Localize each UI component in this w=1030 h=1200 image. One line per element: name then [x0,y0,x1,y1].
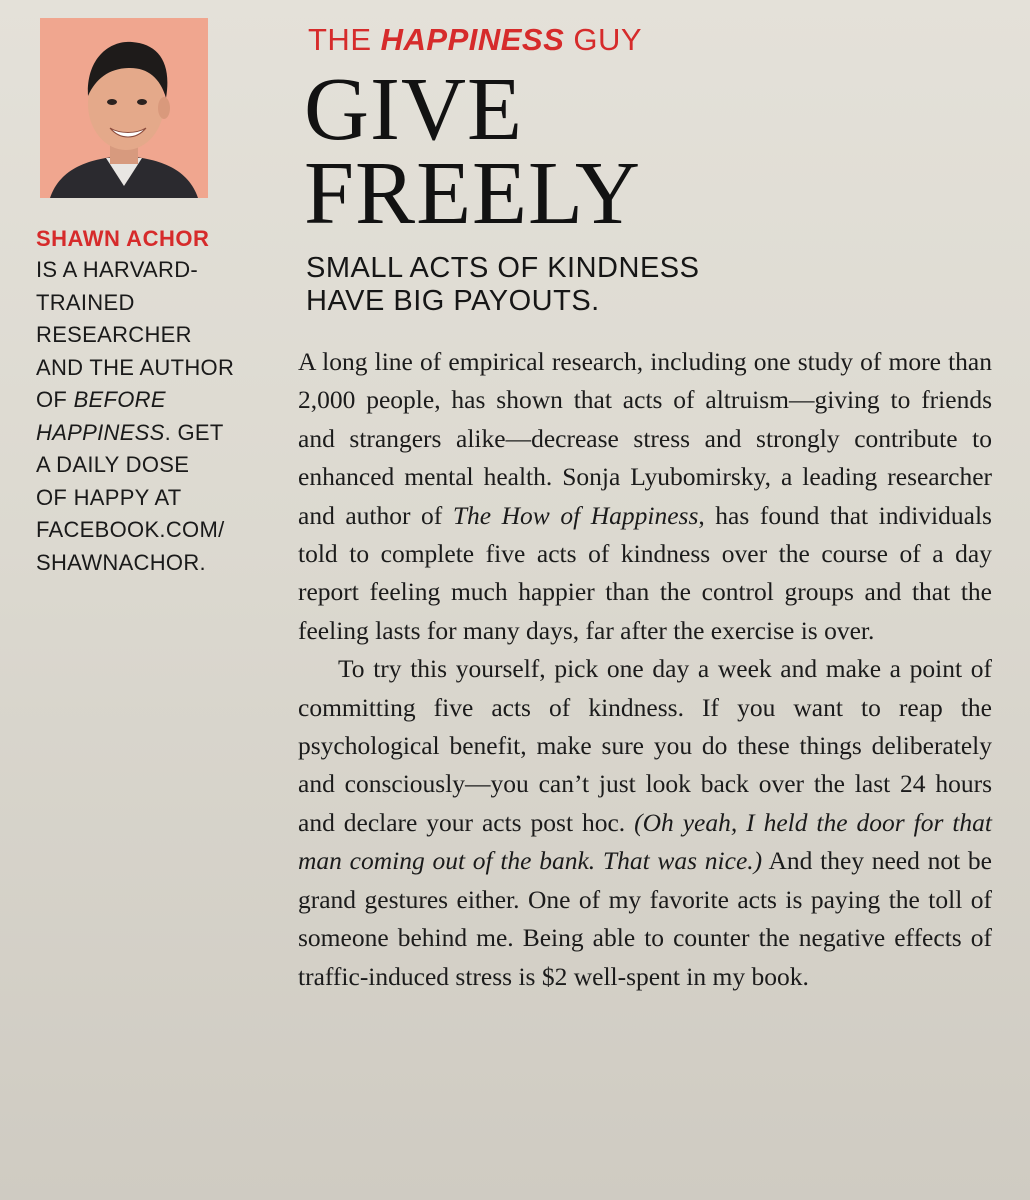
paragraph [298,650,992,996]
article-body [298,343,992,996]
column-kicker [308,22,998,58]
bio-line: SHAWNACHOR. [36,549,206,575]
bio-line: A DAILY DOSE [36,452,190,477]
article [298,22,998,996]
bio-line [36,417,276,450]
bio-line: IS A HARVARD- [36,257,199,282]
kicker-emphasis: HAPPINESS [380,22,565,57]
author-photo-icon [40,18,208,198]
italic-aside: (Oh yeah, I held the door for that man coming out of the bank. That was nice.) [298,807,992,876]
bio-line: AND THE AUTHOR [36,354,235,380]
headline [304,60,998,243]
bio-text: . GET [164,419,224,445]
bio-line: RESEARCHER [36,322,192,347]
bio-line [36,384,276,417]
headline-line: GIVE [304,60,523,159]
paragraph-text: To try this yourself, pick one day a week and make a point of committing five acts of kindness. If you want to reap the psychological benefit, make sure you do these things deliberately and consciously—you can’t just look back over the last 24 hours and declare your acts post hoc. [298,654,992,837]
paragraph-text: , has found that individuals told to complete five acts of kindness over the course of a day report feeling much happier than the control groups and that the feeling lasts for many days, far after the exercise is over. [298,500,992,645]
paragraph [298,343,992,650]
book-title: BEFORE [73,387,166,412]
author-bio [36,254,276,579]
bio-line: FACEBOOK.COM/ [36,517,225,542]
book-title: HAPPINESS [36,419,165,445]
headline-line: FREELY [304,144,641,243]
author-sidebar [36,18,276,579]
bio-line: OF HAPPY AT [36,484,182,510]
kicker-text: THE [308,22,381,57]
dek: SMALL ACTS OF KINDNESS HAVE BIG PAYOUTS. [306,252,700,317]
paragraph-text: And they need not be grand gestures either. One of my favorite acts is paying the toll of someone behind me. Being able to counter the negative effects of traffic-induced stress is $2 well-spent in my book. [298,846,992,991]
kicker-text: GUY [564,22,643,57]
paragraph-text: A long line of empirical research, including one study of more than 2,000 people, has shown that acts of altruism—giving to friends and strangers alike—decrease stress and strongly contribute to enhanced mental health. Sonja Lyubomirsky, a leading researcher and author of [298,347,992,530]
bio-line: TRAINED [36,289,135,315]
book-title: The How of Happiness [452,500,699,530]
bio-text: OF [36,387,74,412]
author-name: SHAWN ACHOR [36,226,210,251]
author-portrait [40,18,208,198]
